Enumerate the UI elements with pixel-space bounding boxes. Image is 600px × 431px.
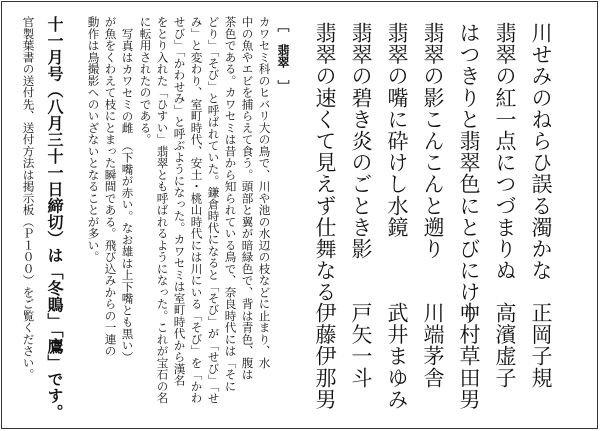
note-line: が魚をくわえて枝にとまった瞬間である。飛び込みからの一連の <box>103 16 118 357</box>
note-line: み」と変わり、室町時代、安土・桃山時代には川にいる「そび」を「かわ <box>189 16 204 404</box>
note-line: 中の魚やエビを捕らえて食う。頭部と翼が暗緑色で、背は青色、腹は <box>240 16 255 381</box>
note-line: をとり入れた「ひすい」翡翠とも呼ばれるようになった。これが宝石の名 <box>155 16 170 404</box>
note-heading: ［ 翡翠 ］ <box>276 20 290 92</box>
haiku-text: 翡翠の紅一点につづまりぬ <box>493 22 517 282</box>
haiku-author: 高濱虚子 <box>493 302 517 389</box>
haiku-text: 翡翠の嘴に砕けし水鏡 <box>385 22 409 238</box>
postal-instructions: 官製葉書の送付先、送付方法は掲示板（Ｐ１００）をご覧ください。 <box>21 16 36 381</box>
haiku-author: 正岡子規 <box>529 302 553 389</box>
note-line: せび」「かわせみ」と呼ぶようになった。カワセミは室町時代から漢名 <box>172 16 187 387</box>
haiku-author: 中村草田男 <box>457 302 481 410</box>
haiku-text: 川せみのねらひ誤る濁かな <box>529 22 553 282</box>
note-line: 写真はカワセミの雌 （下嘴が赤い。なお雄は上下嘴とも黒い） <box>120 28 135 363</box>
deadline-notice: 十一月号（八月三十一日締切）は「冬鵙」「鷹」です。 <box>45 16 64 421</box>
note-line: に転用されたのである。 <box>138 16 153 146</box>
haiku-text: 翡翠の影こんこんと遡り <box>421 22 445 260</box>
haiku-author: 武井まゆみ <box>385 302 409 410</box>
haiku-text: はつきりと翡翠色にとびにけり <box>457 22 481 325</box>
note-line: 茶色である。カワセミは昔から知られている鳥で、奈良時代には「そに <box>223 16 238 392</box>
note-line: カワセミ科のヒバリ大の鳥で、川や池の水辺の枝などに止まり、水 <box>257 16 272 369</box>
haiku-text: 翡翠の速くて見えず仕舞なる <box>313 22 337 303</box>
haiku-author: 戸矢一斗 <box>349 302 373 389</box>
note-line: 動作は鳥撮影へのいざないとなることが多い。 <box>86 16 101 263</box>
haiku-author: 川端茅舎 <box>421 302 445 389</box>
haiku-author: 伊藤伊那男 <box>313 302 337 410</box>
haiku-text: 翡翠の碧き炎のごとき影 <box>349 22 373 260</box>
note-line: どり」「そび」と呼ばれていた。鎌倉時代になると「そび」が「せび」「せ <box>206 16 221 404</box>
